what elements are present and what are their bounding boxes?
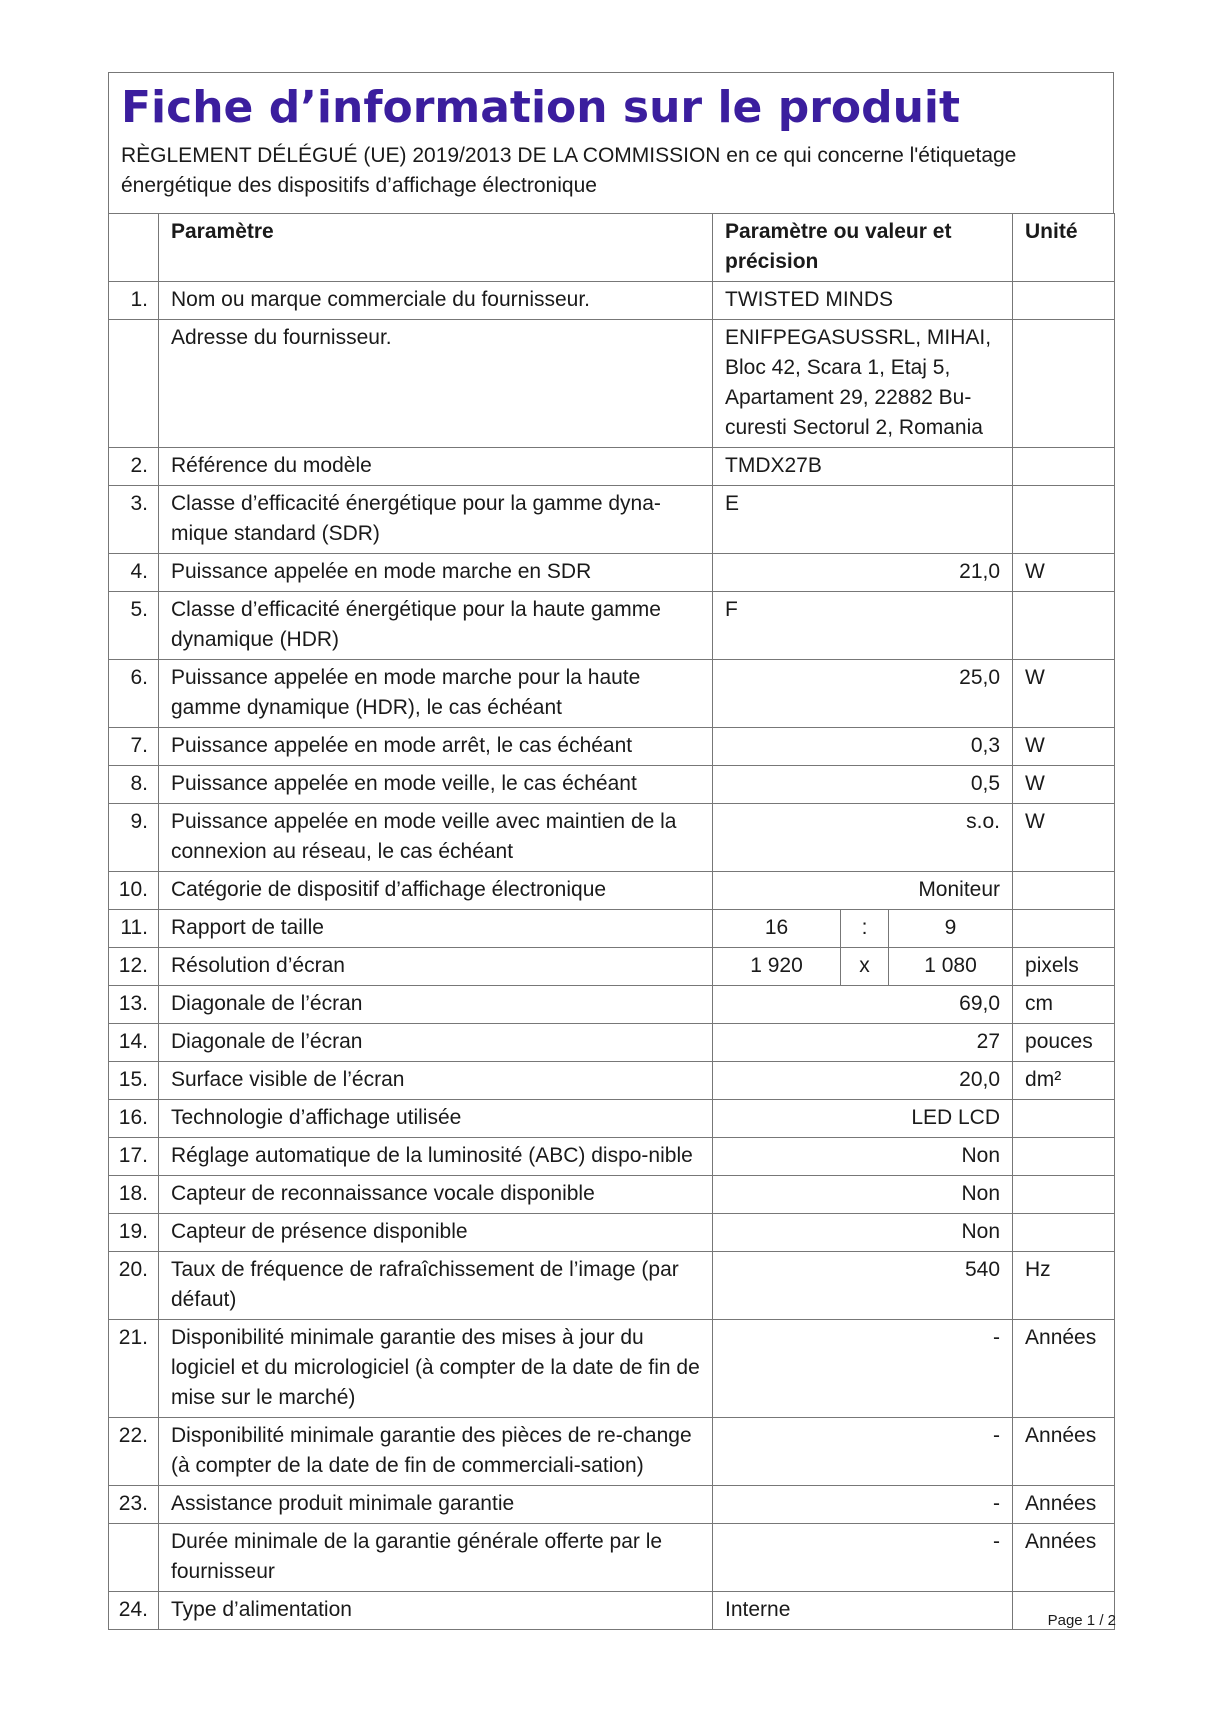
row-parameter: Réglage automatique de la luminosité (ABC) dispo-nible [159,1138,713,1176]
row-unit: pixels [1013,948,1115,986]
row-unit [1013,1100,1115,1138]
row-parameter: Capteur de reconnaissance vocale disponible [159,1176,713,1214]
row-parameter: Puissance appelée en mode arrêt, le cas échéant [159,728,713,766]
aspect-ratio-width: 16 [713,910,841,948]
row-unit: Années [1013,1524,1115,1592]
row-parameter: Puissance appelée en mode marche pour la haute gamme dynamique (HDR), le cas échéant [159,660,713,728]
row-unit [1013,1214,1115,1252]
aspect-ratio-height: 9 [889,910,1013,948]
row-value: Moniteur [713,872,1013,910]
row-parameter: Assistance produit minimale garantie [159,1486,713,1524]
page-number: Page 1 / 2 [1047,1612,1116,1629]
row-value: 27 [713,1024,1013,1062]
row-number: 11. [109,910,159,948]
row-number: 3. [109,486,159,554]
row-number: 19. [109,1214,159,1252]
row-number: 14. [109,1024,159,1062]
aspect-ratio-separator: : [841,910,889,948]
row-parameter: Puissance appelée en mode marche en SDR [159,554,713,592]
row-unit: W [1013,554,1115,592]
row-number: 24. [109,1592,159,1630]
row-unit: cm [1013,986,1115,1024]
row-value: 21,0 [713,554,1013,592]
row-number: 21. [109,1320,159,1418]
row-number: 20. [109,1252,159,1320]
row-unit [1013,486,1115,554]
table-row [109,660,1115,728]
table-row [109,320,1115,448]
header-number-cell [109,214,159,282]
row-number: 4. [109,554,159,592]
resolution-height: 1 080 [889,948,1013,986]
resolution-separator: x [841,948,889,986]
table-row [109,1524,1115,1592]
row-number: 22. [109,1418,159,1486]
row-parameter: Résolution d’écran [159,948,713,986]
row-value: Non [713,1214,1013,1252]
row-parameter: Type d’alimentation [159,1592,713,1630]
row-number: 15. [109,1062,159,1100]
row-number: 1. [109,282,159,320]
table-row [109,592,1115,660]
row-value: ENIFPEGASUSSRL, MIHAI, Bloc 42, Scara 1, Etaj 5, Apartament 29, 22882 Bu-curesti Sectorul 2, Romania [713,320,1013,448]
row-value: LED LCD [713,1100,1013,1138]
table-row [109,554,1115,592]
table-row [109,1176,1115,1214]
row-value: s.o. [713,804,1013,872]
table-row [109,986,1115,1024]
regulation-subtitle: RÈGLEMENT DÉLÉGUÉ (UE) 2019/2013 DE LA COMMISSION en ce qui concerne l'étiquetage énergétique des dispositifs d’affichage électronique [121,144,1017,197]
row-unit [1013,448,1115,486]
table-row [109,766,1115,804]
row-number: 8. [109,766,159,804]
row-number: 7. [109,728,159,766]
row-unit: W [1013,660,1115,728]
row-number: 18. [109,1176,159,1214]
sheet-header [108,72,1114,213]
table-row [109,1138,1115,1176]
row-value: 540 [713,1252,1013,1320]
row-number: 16. [109,1100,159,1138]
row-number: 13. [109,986,159,1024]
table-row [109,1024,1115,1062]
table-row [109,1100,1115,1138]
row-unit [1013,910,1115,948]
row-parameter: Adresse du fournisseur. [159,320,713,448]
row-value: - [713,1320,1013,1418]
product-information-sheet [108,72,1114,1630]
table-row [109,1252,1115,1320]
row-parameter: Capteur de présence disponible [159,1214,713,1252]
row-parameter: Rapport de taille [159,910,713,948]
row-value: TWISTED MINDS [713,282,1013,320]
row-parameter: Surface visible de l’écran [159,1062,713,1100]
row-number: 10. [109,872,159,910]
row-parameter: Durée minimale de la garantie générale offerte par le fournisseur [159,1524,713,1592]
row-unit [1013,592,1115,660]
table-row [109,948,1115,986]
row-unit [1013,1138,1115,1176]
row-parameter: Classe d’efficacité énergétique pour la gamme dyna-mique standard (SDR) [159,486,713,554]
header-value: Paramètre ou valeur et précision [713,214,1013,282]
row-number: 9. [109,804,159,872]
row-value: F [713,592,1013,660]
table-row [109,804,1115,872]
row-value: 69,0 [713,986,1013,1024]
row-unit: Années [1013,1486,1115,1524]
row-unit: pouces [1013,1024,1115,1062]
table-header-row [109,214,1115,282]
resolution-width: 1 920 [713,948,841,986]
row-value: 0,5 [713,766,1013,804]
table-row [109,282,1115,320]
row-number: 17. [109,1138,159,1176]
row-parameter: Référence du modèle [159,448,713,486]
row-number: 23. [109,1486,159,1524]
row-number: 6. [109,660,159,728]
table-row [109,1320,1115,1418]
header-parameter: Paramètre [159,214,713,282]
row-parameter: Diagonale de l’écran [159,986,713,1024]
row-unit: W [1013,766,1115,804]
table-row [109,728,1115,766]
row-parameter: Catégorie de dispositif d’affichage électronique [159,872,713,910]
row-parameter: Puissance appelée en mode veille, le cas échéant [159,766,713,804]
row-unit: Hz [1013,1252,1115,1320]
table-row [109,448,1115,486]
table-row [109,1486,1115,1524]
row-value: - [713,1418,1013,1486]
row-number: 2. [109,448,159,486]
row-unit: dm² [1013,1062,1115,1100]
row-parameter: Nom ou marque commerciale du fournisseur. [159,282,713,320]
table-row [109,872,1115,910]
header-unit: Unité [1013,214,1115,282]
row-unit [1013,320,1115,448]
row-parameter: Technologie d’affichage utilisée [159,1100,713,1138]
specification-table [108,213,1115,1630]
row-number [109,320,159,448]
row-unit: Années [1013,1418,1115,1486]
row-parameter: Classe d’efficacité énergétique pour la haute gamme dynamique (HDR) [159,592,713,660]
table-row [109,1418,1115,1486]
table-row [109,1592,1115,1630]
table-row [109,486,1115,554]
row-value: TMDX27B [713,448,1013,486]
row-value: Non [713,1138,1013,1176]
row-unit [1013,282,1115,320]
row-value: 20,0 [713,1062,1013,1100]
row-value: Non [713,1176,1013,1214]
row-unit: Années [1013,1320,1115,1418]
row-unit: W [1013,728,1115,766]
table-row [109,1062,1115,1100]
row-parameter: Disponibilité minimale garantie des mises à jour du logiciel et du micrologiciel (à compter de la date de fin de mise sur le marché) [159,1320,713,1418]
row-number: 5. [109,592,159,660]
row-unit [1013,1176,1115,1214]
row-value: E [713,486,1013,554]
table-row [109,1214,1115,1252]
row-unit [1013,872,1115,910]
row-value: 0,3 [713,728,1013,766]
row-value: - [713,1486,1013,1524]
row-value: 25,0 [713,660,1013,728]
row-value: Interne [713,1592,1013,1630]
row-value: - [713,1524,1013,1592]
row-number: 12. [109,948,159,986]
row-parameter: Diagonale de l’écran [159,1024,713,1062]
row-unit: W [1013,804,1115,872]
row-parameter: Disponibilité minimale garantie des pièces de re-change (à compter de la date de fin de commerciali-sation) [159,1418,713,1486]
row-number [109,1524,159,1592]
table-row [109,910,1115,948]
page-title: Fiche d’information sur le produit [121,82,961,133]
row-parameter: Taux de fréquence de rafraîchissement de l’image (par défaut) [159,1252,713,1320]
row-parameter: Puissance appelée en mode veille avec maintien de la connexion au réseau, le cas échéant [159,804,713,872]
